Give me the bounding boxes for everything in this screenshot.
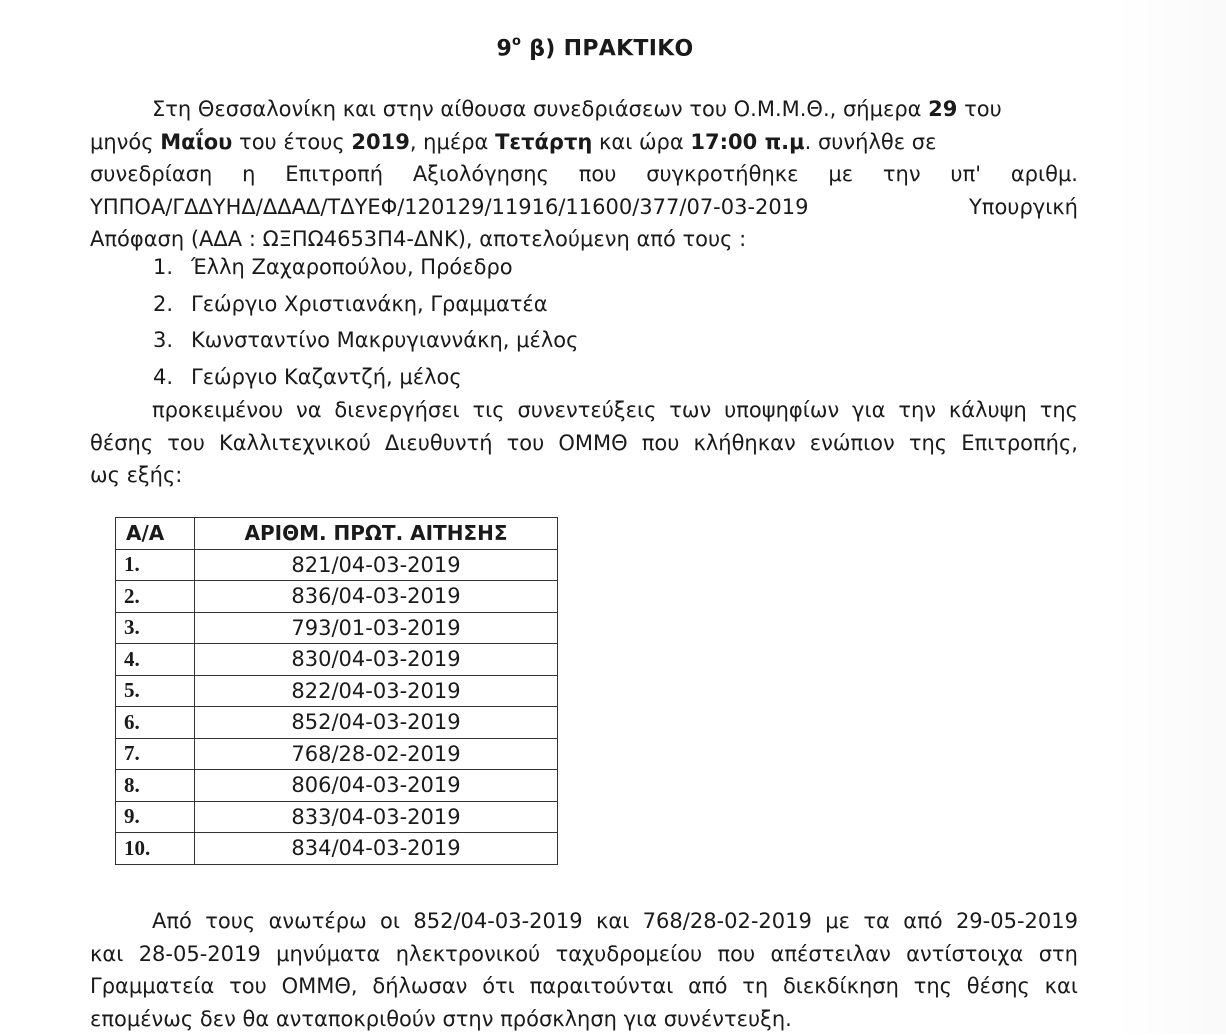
intro-line-2-text xyxy=(90,126,936,159)
row-index: 2. xyxy=(116,581,195,613)
title-superscript: ο xyxy=(512,34,521,49)
committee-members-list xyxy=(153,251,578,397)
scan-edge-shadow xyxy=(1116,0,1226,1034)
row-index: 4. xyxy=(116,644,195,676)
table-row xyxy=(116,581,558,613)
member-name: Γεώργιο Χριστιανάκη, Γραμματέα xyxy=(191,288,548,325)
closing-line-2: και 28-05-2019 μηνύματα ηλεκτρονικού ταχυδρομείου που απέστειλαν αντίστοιχα στη xyxy=(90,938,1078,971)
meeting-day: 29 xyxy=(928,97,957,121)
table-row xyxy=(116,770,558,802)
purpose-paragraph xyxy=(90,394,1078,492)
protocol-number: 793/01-03-2019 xyxy=(195,612,558,644)
table-row xyxy=(116,644,558,676)
meeting-year: 2019 xyxy=(351,130,409,154)
intro-text: Στη Θεσσαλονίκη και στην αίθουσα συνεδριάσεων του Ο.Μ.Μ.Θ., σήμερα xyxy=(152,97,928,121)
intro-text: του έτους xyxy=(232,130,351,154)
list-item xyxy=(153,324,578,361)
row-index: 9. xyxy=(116,801,195,833)
row-index: 3. xyxy=(116,612,195,644)
list-number: 2. xyxy=(153,288,191,325)
protocol-number: 806/04-03-2019 xyxy=(195,770,558,802)
applications-table xyxy=(115,517,558,865)
row-index: 7. xyxy=(116,738,195,770)
member-name: Γεώργιο Καζαντζή, μέλος xyxy=(191,361,462,398)
intro-text: μηνός xyxy=(90,130,160,154)
document-title xyxy=(0,36,1190,61)
list-item xyxy=(153,361,578,398)
protocol-number: 768/28-02-2019 xyxy=(195,738,558,770)
meeting-month: Μαΐου xyxy=(160,130,232,154)
row-index: 10. xyxy=(116,833,195,865)
closing-paragraph xyxy=(90,905,1078,1035)
meeting-weekday: Τετάρτη xyxy=(495,130,592,154)
protocol-number: 821/04-03-2019 xyxy=(195,549,558,581)
row-index: 5. xyxy=(116,675,195,707)
intro-line-1-text xyxy=(90,93,1002,126)
intro-text: Υπουργική xyxy=(969,191,1078,224)
table-header-row xyxy=(116,518,558,550)
member-name: Έλλη Ζαχαροπούλου, Πρόεδρο xyxy=(191,251,513,288)
intro-line-2 xyxy=(90,126,1078,159)
purpose-line-3: ως εξής: xyxy=(90,459,1078,492)
protocol-number: 834/04-03-2019 xyxy=(195,833,558,865)
protocol-number: 836/04-03-2019 xyxy=(195,581,558,613)
list-item xyxy=(153,251,578,288)
intro-line-1 xyxy=(90,93,1078,126)
decision-reference: ΥΠΠΟΑ/ΓΔΔΥΗΔ/ΔΔΑΔ/ΤΔΥΕΦ/120129/11916/11600/377/07-03-2019 xyxy=(90,191,809,224)
title-text: β) ΠΡΑΚΤΙΚΟ xyxy=(521,36,693,61)
closing-line-4: επομένως δεν θα ανταποκριθούν στην πρόσκληση για συνέντευξη. xyxy=(90,1003,1078,1035)
intro-text: και ώρα xyxy=(592,130,690,154)
intro-text: . συνήλθε σε xyxy=(805,130,937,154)
intro-line-5: Απόφαση (ΑΔΑ : ΩΞΠΩ4653Π4-ΔΝΚ), αποτελούμενη από τους : xyxy=(90,223,1078,256)
table-row xyxy=(116,549,558,581)
row-index: 1. xyxy=(116,549,195,581)
intro-paragraph xyxy=(90,93,1078,256)
protocol-number: 830/04-03-2019 xyxy=(195,644,558,676)
purpose-line-1: προκειμένου να διενεργήσει τις συνεντεύξεις των υποψηφίων για την κάλυψη της xyxy=(90,394,1078,427)
purpose-line-2: θέσης του Καλλιτεχνικού Διευθυντή του ΟΜΜΘ που κλήθηκαν ενώπιον της Επιτροπής, xyxy=(90,427,1078,460)
protocol-number: 833/04-03-2019 xyxy=(195,801,558,833)
protocol-number: 852/04-03-2019 xyxy=(195,707,558,739)
intro-text: , ημέρα xyxy=(410,130,495,154)
intro-text: του xyxy=(957,97,1001,121)
table-row xyxy=(116,675,558,707)
row-index: 6. xyxy=(116,707,195,739)
table-row xyxy=(116,612,558,644)
intro-line-3: συνεδρίαση η Επιτροπή Αξιολόγησης που συγκροτήθηκε με την υπ' αριθμ. xyxy=(90,158,1078,191)
list-number: 4. xyxy=(153,361,191,398)
table-row xyxy=(116,738,558,770)
title-number: 9 xyxy=(496,36,512,61)
closing-line-3: Γραμματεία του ΟΜΜΘ, δήλωσαν ότι παραιτούνται από τη διεκδίκηση της θέσης και xyxy=(90,970,1078,1003)
table-row xyxy=(116,801,558,833)
column-header-protocol-number: ΑΡΙΘΜ. ΠΡΩΤ. ΑΙΤΗΣΗΣ xyxy=(195,518,558,550)
table-row xyxy=(116,833,558,865)
intro-line-4 xyxy=(90,191,1078,224)
list-item xyxy=(153,288,578,325)
list-number: 1. xyxy=(153,251,191,288)
list-number: 3. xyxy=(153,324,191,361)
protocol-number: 822/04-03-2019 xyxy=(195,675,558,707)
meeting-time: 17:00 π.μ xyxy=(690,130,804,154)
closing-line-1: Από τους ανωτέρω οι 852/04-03-2019 και 768/28-02-2019 με τα από 29-05-2019 xyxy=(90,905,1078,938)
member-name: Κωνσταντίνο Μακρυγιαννάκη, μέλος xyxy=(191,324,578,361)
column-header-aa: Α/Α xyxy=(116,518,195,550)
row-index: 8. xyxy=(116,770,195,802)
table-row xyxy=(116,707,558,739)
